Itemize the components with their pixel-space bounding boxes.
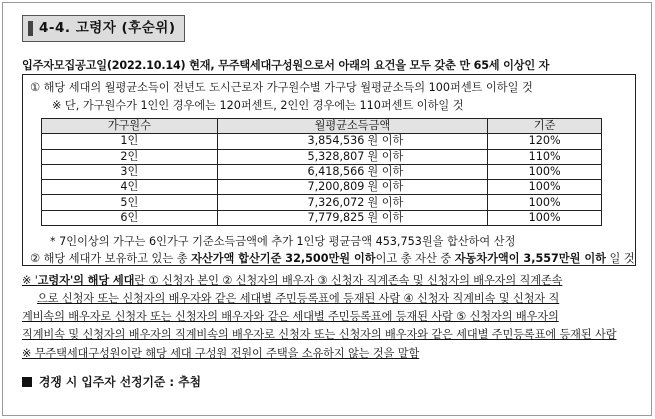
section-heading-text: 4-4. 고령자 (후순위)	[39, 20, 176, 36]
header-members: 가구원수	[42, 119, 218, 134]
household-note-line3: 계비속의 배우자로 신청자 또는 신청자의 배우자와 같은 세대별 주민등록표에 등재된 사람 ⑤ 신청자의 배우자의	[22, 310, 559, 323]
income-table	[41, 118, 602, 226]
household-term: 고령자'의 해당 세대	[37, 274, 135, 287]
amount-value: 3,854,536	[307, 134, 365, 148]
income-criterion-note: ※ 단, 가구원수가 1인인 경우에는 120퍼센트, 2인인 경우에는 110퍼센트 이하일 것	[52, 99, 464, 112]
table-row	[42, 149, 602, 164]
asset-criterion	[30, 250, 635, 266]
cell-ratio: 120%	[488, 134, 602, 149]
cell-ratio: 100%	[488, 195, 602, 210]
income-table-header	[42, 119, 602, 134]
amount-unit: 원 이하	[367, 210, 404, 224]
amount-value: 7,326,072	[307, 195, 365, 209]
cell-amount	[217, 164, 488, 179]
amount-unit: 원 이하	[367, 195, 404, 209]
section-heading	[22, 15, 185, 42]
homeless-note: ※ 무주택세대구성원이란 해당 세대 구성원 전원이 주택을 소유하지 않는 것을 말함	[22, 347, 420, 360]
cell-members: 4인	[42, 180, 218, 195]
amount-unit: 원 이하	[367, 134, 404, 148]
asset-limit: 자산가액 합산기준 32,500만원 이하	[191, 252, 376, 265]
cell-members: 1인	[42, 134, 218, 149]
heading-marker	[28, 21, 33, 36]
amount-value: 7,779,825	[307, 210, 365, 224]
amount-value: 6,418,566	[307, 165, 365, 179]
cell-members: 5인	[42, 195, 218, 210]
amount-unit: 원 이하	[367, 180, 404, 194]
cell-amount	[217, 180, 488, 195]
table-row	[42, 195, 602, 210]
cell-amount	[217, 149, 488, 164]
asset-suffix: 일 것	[609, 252, 635, 265]
cell-amount	[217, 134, 488, 149]
household-note-line1	[22, 272, 562, 288]
car-limit: 자동차가액이 3,557만원 이하	[454, 252, 606, 265]
amount-value: 5,328,807	[307, 149, 365, 163]
cell-ratio: 110%	[488, 149, 602, 164]
amount-unit: 원 이하	[367, 149, 404, 163]
amount-value: 7,200,809	[307, 180, 365, 194]
cell-amount	[217, 210, 488, 225]
amount-unit: 원 이하	[367, 165, 404, 179]
income-criterion: ① 해당 세대의 월평균소득이 전년도 도시근로자 가구원수별 가구당 월평균소득의 100퍼센트 이하일 것	[30, 81, 533, 94]
household-note-line2: 으로 신청자 또는 신청자의 배우자와 같은 세대별 주민등록표에 등재된 사람 ④ 신청자 직계비속 및 신청자 직	[37, 292, 560, 305]
asset-middle: 이고 총 자산 중	[375, 252, 452, 265]
header-amount: 월평균소득금액	[217, 119, 488, 134]
eligibility-intro: 입주자모집공고일(2022.10.14) 현재, 무주택세대구성원으로서 아래의 요건을 모두 갖춘 만 65세 이상인 자	[22, 59, 550, 72]
table-row	[42, 164, 602, 179]
cell-members: 6인	[42, 210, 218, 225]
cell-members: 2인	[42, 149, 218, 164]
cell-ratio: 100%	[488, 164, 602, 179]
household-note-text: 란 ① 신청자 본인 ② 신청자의 배우자 ③ 신청자 직계존속 및 신청자의 배우자의 직계존속	[134, 274, 563, 287]
table-footnote: * 7인이상의 가구는 6인가구 기준소득금액에 추가 1인당 평균금액 453,753원을 합산하여 산정	[50, 235, 516, 248]
cell-amount	[217, 195, 488, 210]
table-row	[42, 180, 602, 195]
table-row	[42, 210, 602, 225]
cell-ratio: 100%	[488, 210, 602, 225]
header-ratio: 기준	[488, 119, 602, 134]
asset-prefix: ② 해당 세대가 보유하고 있는 총	[30, 252, 188, 265]
household-note-line4: 직계비속 및 신청자의 배우자의 직계비속의 배우자로 신청자 또는 신청자의 배우자와 같은 세대별 주민등록표에 등재된 사람	[22, 328, 617, 341]
cell-ratio: 100%	[488, 180, 602, 195]
square-bullet-icon	[22, 377, 32, 387]
selection-text: 경쟁 시 입주자 선정기준 : 추첨	[39, 375, 202, 389]
table-row	[42, 134, 602, 149]
selection-criterion	[22, 373, 201, 390]
note-mark: ※ '	[22, 274, 38, 287]
cell-members: 3인	[42, 164, 218, 179]
